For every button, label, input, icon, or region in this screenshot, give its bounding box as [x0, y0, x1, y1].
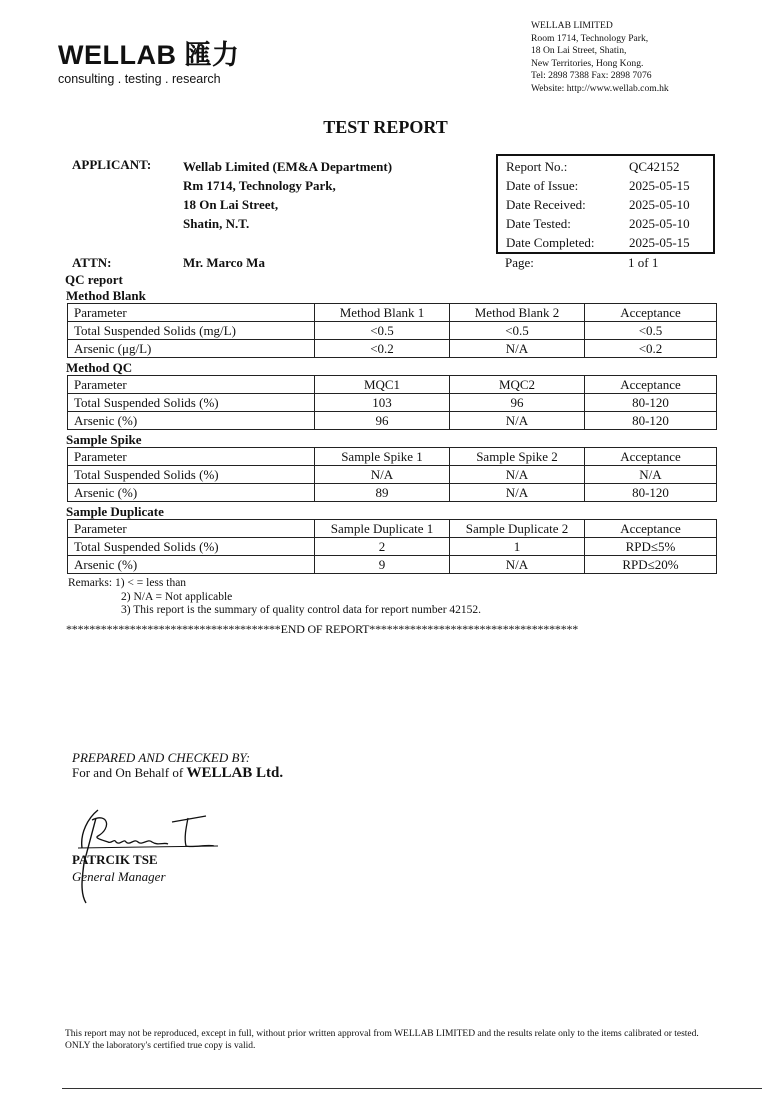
- table-cell: Total Suspended Solids (%): [68, 394, 315, 412]
- prepared-by-label: PREPARED AND CHECKED BY:: [72, 750, 251, 765]
- header-cell: Method Blank 2: [450, 304, 585, 322]
- remark-2: 2) N/A = Not applicable: [121, 591, 233, 603]
- footer-disclaimer: This report may not be reproduced, except in full, without prior written approval from WELLAB LIMITED and the results relate only to the items calibrated or tested. ONLY the laboratory's certified true copy is valid.: [65, 1029, 699, 1051]
- attn-value: Mr. Marco Ma: [183, 255, 265, 270]
- attn-label: ATTN:: [72, 255, 112, 270]
- table-cell: 103: [315, 394, 450, 412]
- table-cell: Arsenic (μg/L): [68, 340, 315, 358]
- logo-wordmark: WELLAB 匯力: [58, 40, 240, 70]
- address-line: New Territories, Hong Kong.: [531, 57, 644, 69]
- sample-spike-table: [67, 447, 717, 502]
- table-cell: N/A: [585, 466, 717, 484]
- header-cell: Acceptance: [585, 304, 717, 322]
- address-line: Room 1714, Technology Park,: [531, 32, 649, 44]
- report-no-label: Report No.:: [506, 159, 568, 174]
- address-line: 18 On Lai Street, Shatin,: [531, 45, 627, 57]
- page-value: 1 of 1: [628, 255, 659, 270]
- header-cell: Parameter: [68, 376, 315, 394]
- table-cell: <0.5: [585, 322, 717, 340]
- date-received-value: 2025-05-10: [629, 197, 690, 212]
- table-cell: N/A: [450, 484, 585, 502]
- remark-3: 3) This report is the summary of quality control data for report number 42152.: [121, 604, 482, 616]
- header-cell: Sample Duplicate 2: [450, 520, 585, 538]
- header-cell: Acceptance: [585, 376, 717, 394]
- report-title: TEST REPORT: [323, 117, 448, 137]
- applicant-address: [183, 157, 392, 233]
- table-cell: Arsenic (%): [68, 484, 315, 502]
- table-cell: 80-120: [585, 394, 717, 412]
- applicant-line: 18 On Lai Street,: [183, 197, 279, 212]
- sample-duplicate-table: [67, 519, 717, 574]
- table-header-row: [68, 448, 717, 466]
- table-row: [68, 412, 717, 430]
- table-header-row: [68, 376, 717, 394]
- table-cell: Arsenic (%): [68, 556, 315, 574]
- on-behalf-line: [72, 765, 283, 782]
- header-cell: Parameter: [68, 520, 315, 538]
- address-line: WELLAB LIMITED: [531, 20, 613, 31]
- method-blank-table: [67, 303, 717, 358]
- section-title-sample-duplicate: Sample Duplicate: [66, 504, 164, 519]
- table-cell: Total Suspended Solids (%): [68, 538, 315, 556]
- table-cell: <0.5: [450, 322, 585, 340]
- header-cell: Parameter: [68, 304, 315, 322]
- table-cell: 2: [315, 538, 450, 556]
- applicant-line: Shatin, N.T.: [183, 216, 250, 231]
- date-tested-label: Date Tested:: [506, 216, 571, 231]
- header-cell: Acceptance: [585, 520, 717, 538]
- on-behalf-prefix: For and On Behalf of: [72, 765, 184, 780]
- company-logo: [58, 40, 239, 87]
- header-cell: MQC1: [315, 376, 450, 394]
- address-line: Tel: 2898 7388 Fax: 2898 7076: [531, 70, 652, 82]
- signatory-name: PATRCIK TSE: [72, 852, 158, 867]
- table-cell: N/A: [450, 340, 585, 358]
- date-tested-value: 2025-05-10: [629, 216, 690, 231]
- qc-report-heading: QC report: [65, 272, 123, 287]
- header-cell: Sample Duplicate 1: [315, 520, 450, 538]
- logo-tagline: consulting . testing . research: [58, 72, 221, 86]
- table-cell: RPD≤20%: [585, 556, 717, 574]
- table-cell: <0.5: [315, 322, 450, 340]
- table-cell: N/A: [450, 466, 585, 484]
- section-title-method-blank: Method Blank: [66, 288, 146, 303]
- table-header-row: [68, 520, 717, 538]
- table-row: [68, 466, 717, 484]
- header-cell: Parameter: [68, 448, 315, 466]
- report-info-box: [496, 154, 715, 254]
- table-cell: Total Suspended Solids (mg/L): [68, 322, 315, 340]
- table-cell: Arsenic (%): [68, 412, 315, 430]
- table-row: [68, 556, 717, 574]
- date-completed-label: Date Completed:: [506, 235, 595, 250]
- address-line[interactable]: Website: http://www.wellab.com.hk: [531, 82, 669, 94]
- table-row: [68, 322, 717, 340]
- header-cell: Sample Spike 2: [450, 448, 585, 466]
- company-address: [531, 20, 669, 96]
- table-row: [68, 340, 717, 358]
- date-of-issue-label: Date of Issue:: [506, 178, 579, 193]
- footer-divider: [62, 1088, 762, 1089]
- table-cell: 89: [315, 484, 450, 502]
- table-cell: RPD≤5%: [585, 538, 717, 556]
- remark-1: Remarks: 1) < = less than: [68, 577, 187, 589]
- header-cell: Method Blank 1: [315, 304, 450, 322]
- table-cell: N/A: [450, 412, 585, 430]
- signatory-title: General Manager: [72, 869, 166, 884]
- date-received-label: Date Received:: [506, 197, 586, 212]
- header-cell: Sample Spike 1: [315, 448, 450, 466]
- table-cell: N/A: [315, 466, 450, 484]
- header-cell: MQC2: [450, 376, 585, 394]
- header-cell: Acceptance: [585, 448, 717, 466]
- method-qc-table: [67, 375, 717, 430]
- table-row: [68, 394, 717, 412]
- table-cell: 80-120: [585, 484, 717, 502]
- date-of-issue-value: 2025-05-15: [629, 178, 690, 193]
- section-title-sample-spike: Sample Spike: [66, 432, 142, 447]
- table-row: [68, 484, 717, 502]
- table-cell: <0.2: [315, 340, 450, 358]
- on-behalf-company: WELLAB Ltd.: [186, 765, 284, 781]
- end-of-report: *************************************END OF REPORT************************************: [66, 622, 579, 636]
- table-cell: N/A: [450, 556, 585, 574]
- page-label: Page:: [505, 255, 534, 270]
- table-cell: 9: [315, 556, 450, 574]
- section-title-method-qc: Method QC: [66, 360, 133, 375]
- applicant-label: APPLICANT:: [72, 157, 152, 172]
- table-cell: 96: [315, 412, 450, 430]
- table-header-row: [68, 304, 717, 322]
- table-cell: <0.2: [585, 340, 717, 358]
- table-cell: Total Suspended Solids (%): [68, 466, 315, 484]
- table-cell: 96: [450, 394, 585, 412]
- date-completed-value: 2025-05-15: [629, 235, 690, 250]
- applicant-line: Rm 1714, Technology Park,: [183, 178, 336, 193]
- table-row: [68, 538, 717, 556]
- report-no-value: QC42152: [629, 159, 680, 174]
- table-cell: 1: [450, 538, 585, 556]
- table-cell: 80-120: [585, 412, 717, 430]
- applicant-line: Wellab Limited (EM&A Department): [183, 159, 393, 174]
